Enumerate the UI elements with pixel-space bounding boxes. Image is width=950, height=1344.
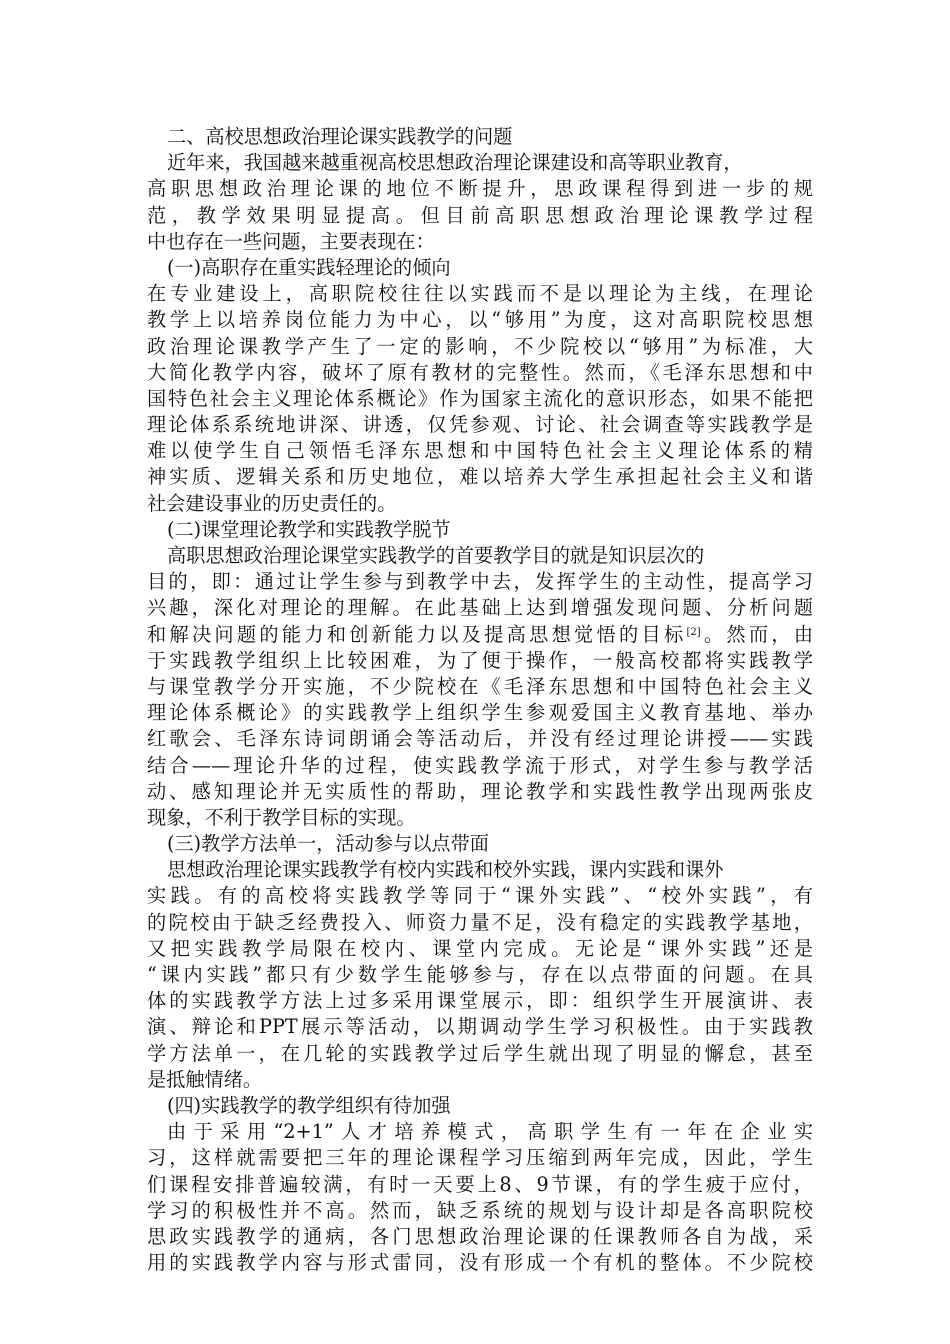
line-text: 是抵触情绪。 bbox=[147, 1067, 263, 1091]
paragraph-line bbox=[147, 1250, 813, 1276]
paragraph-line bbox=[147, 648, 813, 674]
line-text: 由于采用“2+1”人才培养模式，高职学生有一年在企业实 bbox=[167, 1120, 813, 1144]
line-text: 教学上以培养岗位能力为中心，以“够用”为度，这对高职院校思想 bbox=[147, 308, 813, 332]
line-text: 神实质、逻辑关系和历史地位，难以培养大学生承担起社会主义和谐 bbox=[147, 465, 813, 489]
line-text: 动、感知理论并无实质性的帮助，理论教学和实践性教学出现两张皮 bbox=[147, 779, 813, 803]
line-text: 思政实践教学的通病，各门思想政治理论课的任课教师各自为战，采 bbox=[147, 1224, 813, 1248]
line-text: 高职思想政治理论课堂实践教学的首要教学目的就是知识层次的 bbox=[167, 544, 705, 567]
line-text: 社会建设事业的历史责任的。 bbox=[147, 491, 397, 515]
subsection-heading bbox=[147, 255, 813, 281]
paragraph-line bbox=[147, 883, 813, 909]
paragraph-line bbox=[147, 229, 813, 255]
line-text: (三)教学方法单一，活动参与以点带面 bbox=[167, 832, 489, 856]
paragraph-line bbox=[147, 1041, 813, 1067]
line-text: 习，这样就需要把三年的理论课程学习压缩到两年完成，因此，学生 bbox=[147, 1146, 813, 1170]
paragraph-line bbox=[147, 936, 813, 962]
document-body bbox=[147, 124, 813, 1276]
citation-marker: [2] bbox=[686, 626, 701, 638]
paragraph-line bbox=[147, 805, 813, 831]
line-text: 理论体系概论》的实践教学上组织学生参观爱国主义教育基地、举办 bbox=[147, 701, 813, 725]
line-text: 用的实践教学内容与形式雷同，没有形成一个有机的整体。不少院校 bbox=[147, 1251, 813, 1275]
line-text: 现象，不利于教学目标的实现。 bbox=[147, 805, 416, 829]
subsection-heading bbox=[147, 517, 813, 543]
paragraph-line bbox=[147, 857, 813, 883]
paragraph-line bbox=[147, 1172, 813, 1198]
paragraph-line bbox=[147, 438, 813, 464]
line-text: 在专业建设上，高职院校往往以实践而不是以理论为主线，在理论 bbox=[147, 282, 813, 306]
line-text: 中也存在一些问题，主要表现在： bbox=[147, 229, 435, 253]
line-text: 近年来，我国越来越重视高校思想政治理论课建设和高等职业教育， bbox=[167, 151, 743, 175]
line-text: 红歌会、毛泽东诗词朗诵会等活动后，并没有经过理论讲授——实践 bbox=[147, 727, 813, 751]
line-text: “课内实践”都只有少数学生能够参与，存在以点带面的问题。在具 bbox=[147, 963, 813, 986]
line-text: 大简化教学内容，破坏了原有教材的完整性。然而，《毛泽东思想和中 bbox=[147, 360, 813, 384]
paragraph-line bbox=[147, 386, 813, 412]
line-text: 实践。有的高校将实践教学等同于“课外实践”、“校外实践”，有 bbox=[147, 884, 813, 908]
paragraph-line bbox=[147, 622, 813, 648]
paragraph-line bbox=[147, 150, 813, 176]
paragraph-line bbox=[147, 1119, 813, 1145]
paragraph-line bbox=[147, 779, 813, 805]
line-text: 思想政治理论课实践教学有校内实践和校外实践，课内实践和课外 bbox=[167, 858, 724, 882]
line-text: 的院校由于缺乏经费投入、师资力量不足，没有稳定的实践教学基地， bbox=[147, 910, 813, 934]
paragraph-line bbox=[147, 674, 813, 700]
subsection-heading bbox=[147, 831, 813, 857]
paragraph-line bbox=[147, 700, 813, 726]
line-text: 体的实践教学方法上过多采用课堂展示，即：组织学生开展演讲、表 bbox=[147, 989, 813, 1013]
paragraph-line bbox=[147, 360, 813, 386]
paragraph-line bbox=[147, 203, 813, 229]
paragraph-line bbox=[147, 334, 813, 360]
section-heading: 二、高校思想政治理论课实践教学的问题 bbox=[167, 125, 513, 148]
line-text: 高职思想政治理论课的地位不断提升，思政课程得到进一步的规 bbox=[147, 177, 813, 201]
line-text: 演、辩论和PPT展示等活动，以期调动学生学习积极性。由于实践教 bbox=[147, 1015, 813, 1039]
paragraph-line bbox=[147, 281, 813, 307]
line-text: 学方法单一，在几轮的实践教学过后学生就出现了明显的懈怠，甚至 bbox=[147, 1041, 813, 1065]
paragraph-line bbox=[147, 307, 813, 333]
paragraph-line bbox=[147, 753, 813, 779]
paragraph-line bbox=[147, 1145, 813, 1171]
paragraph-line bbox=[147, 1198, 813, 1224]
line-text: (四)实践教学的教学组织有待加强 bbox=[167, 1093, 451, 1117]
line-text: 国特色社会主义理论体系概论》作为国家主流化的意识形态，如果不能把 bbox=[147, 386, 813, 410]
line-text: 于实践教学组织上比较困难，为了便于操作，一般高校都将实践教学 bbox=[147, 648, 813, 672]
paragraph-line bbox=[147, 910, 813, 936]
paragraph-line bbox=[147, 1067, 813, 1093]
line-text: 兴趣，深化对理论的理解。在此基础上达到增强发现问题、分析问题 bbox=[147, 596, 813, 620]
line-text: 们课程安排普遍较满，有时一天要上8、9节课，有的学生疲于应付， bbox=[147, 1172, 813, 1196]
paragraph-line bbox=[147, 962, 813, 988]
paragraph-line bbox=[147, 543, 813, 569]
paragraph-line bbox=[147, 1014, 813, 1040]
paragraph-line bbox=[147, 1224, 813, 1250]
line-text: 政治理论课教学产生了一定的影响，不少院校以“够用”为标准，大 bbox=[147, 334, 813, 358]
line-text: 范，教学效果明显提高。但目前高职思想政治理论课教学过程 bbox=[147, 203, 813, 227]
line-text-tail: 。然而，由 bbox=[700, 622, 814, 646]
line-text: 与课堂教学分开实施，不少院校在《毛泽东思想和中国特色社会主义 bbox=[147, 674, 813, 698]
line-text: 理论体系系统地讲深、讲透，仅凭参观、讨论、社会调查等实践教学是 bbox=[147, 413, 813, 437]
line-text: 学习的积极性并不高。然而，缺乏系统的规划与设计却是各高职院校 bbox=[147, 1198, 813, 1222]
paragraph-line bbox=[147, 491, 813, 517]
line-text: (二)课堂理论教学和实践教学脱节 bbox=[167, 517, 451, 541]
line-text: 目的，即：通过让学生参与到教学中去，发挥学生的主动性，提高学习 bbox=[147, 570, 813, 594]
paragraph-line bbox=[147, 595, 813, 621]
paragraph-line bbox=[147, 988, 813, 1014]
subsection-heading bbox=[147, 1093, 813, 1119]
line-text: 结合——理论升华的过程，使实践教学流于形式，对学生参与教学活 bbox=[147, 753, 813, 777]
paragraph-line bbox=[147, 464, 813, 490]
paragraph-line bbox=[147, 726, 813, 752]
line-text: 又把实践教学局限在校内、课堂内完成。无论是“课外实践”还是 bbox=[147, 936, 813, 960]
line-text: (一)高职存在重实践轻理论的倾向 bbox=[167, 255, 451, 279]
line-text: 难以使学生自己领悟毛泽东思想和中国特色社会主义理论体系的精 bbox=[147, 439, 813, 463]
line-text: 和解决问题的能力和创新能力以及提高思想觉悟的目标 bbox=[147, 622, 687, 646]
paragraph-line bbox=[147, 569, 813, 595]
paragraph-line bbox=[147, 412, 813, 438]
paragraph-line bbox=[147, 176, 813, 202]
